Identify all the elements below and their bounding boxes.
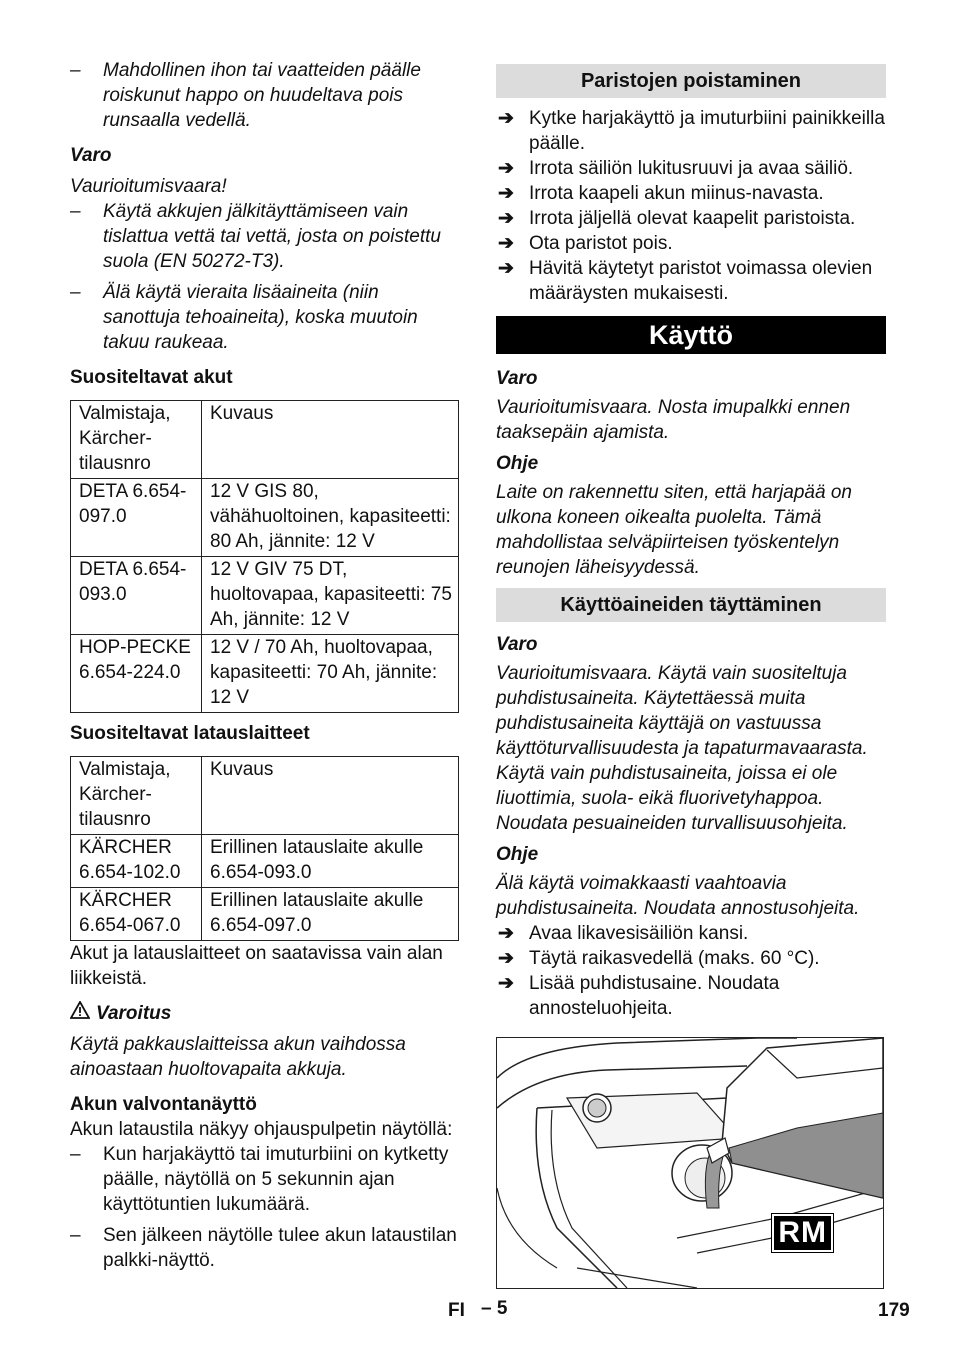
varoitus-row <box>70 1001 459 1026</box>
table-header-cell: Valmistaja, Kärcher-tilausnro <box>71 757 202 835</box>
table-cell: KÄRCHER 6.654-067.0 <box>71 888 202 941</box>
table-header-cell: Kuvaus <box>202 401 459 479</box>
arrow-icon: ➔ <box>498 208 514 229</box>
list-item <box>496 256 886 306</box>
varo-label: Varo <box>70 145 112 166</box>
varo-label: Varo <box>496 368 538 389</box>
step-text: Ota paristot pois. <box>529 233 673 254</box>
monitor-heading: Akun valvontanäyttö <box>70 1094 257 1115</box>
table-cell: Erillinen latauslaite akulle 6.654-097.0 <box>202 888 459 941</box>
step-text: Irrota kaapeli akun miinus-navasta. <box>529 183 824 204</box>
table-header-row <box>71 401 459 479</box>
list-item <box>496 946 886 971</box>
table-cell: HOP-PECKE 6.654-224.0 <box>71 635 202 713</box>
table-row <box>71 888 459 941</box>
filling-steps <box>496 921 886 1021</box>
chargers-table <box>70 756 459 941</box>
ohje-text: Älä käytä voimakkaasti vaahtoavia puhdistusaineita. Noudata annostusohjeita. <box>496 873 860 919</box>
table-cell: KÄRCHER 6.654-102.0 <box>71 835 202 888</box>
footer-page-number: 179 <box>878 1300 910 1321</box>
table-row <box>71 635 459 713</box>
arrow-icon: ➔ <box>498 948 514 969</box>
varo-item-2: – Älä käytä vieraita lisäaineita (niin sanottuja tehoaineita), koska muutoin takuu raukeaa. <box>70 280 459 355</box>
availability-text: Akut ja latauslaitteet on saatavissa vain alan liikkeistä. <box>70 943 443 989</box>
list-item <box>496 971 886 1021</box>
ohje-label: Ohje <box>496 453 539 474</box>
list-item <box>496 921 886 946</box>
table-header-cell: Kuvaus <box>202 757 459 835</box>
varo-label: Varo <box>496 634 538 655</box>
varo-text: Vaurioitumisvaara. Nosta imupalkki ennen taaksepäin ajamista. <box>496 397 851 443</box>
batteries-table <box>70 400 459 713</box>
arrow-icon: ➔ <box>498 923 514 944</box>
monitor-item-1: – Kun harjakäyttö tai imuturbiini on kytketty päälle, näytöllä on 5 sekunnin ajan käyttötuntien lukumäärä. <box>70 1142 459 1217</box>
arrow-icon: ➔ <box>498 258 514 279</box>
step-text: Irrota jäljellä olevat kaapelit paristoista. <box>529 208 856 229</box>
list-item <box>496 181 886 206</box>
varo-text: Vaurioitumisvaara! <box>70 176 227 197</box>
table-cell: DETA 6.654-093.0 <box>71 557 202 635</box>
acid-warning-item: – Mahdollinen ihon tai vaatteiden päälle roiskunut happo on huudeltava pois runsaalla vedellä. <box>70 58 459 133</box>
monitor-text: Akun lataustila näkyy ohjauspulpetin näytöllä: <box>70 1119 453 1140</box>
varoitus-text: Käytä pakkauslaitteissa akun vaihdossa ainoastaan huoltovapaita akkuja. <box>70 1034 406 1080</box>
removal-steps <box>496 106 886 306</box>
table-cell: Erillinen latauslaite akulle 6.654-093.0 <box>202 835 459 888</box>
varo-text: Vaurioitumisvaara. Käytä vain suositeltuja puhdistusaineita. Käytettäessä muita puhdistusaineita käyttäjä on vastuussa käyttöturvallisuudesta ja tapaturmavaarasta. Käytä vain puhdistusaineita, joissa ei ole liuottimia, suola- eikä fluorivetyhappoa. Noudata pesuaineiden turvallisuusohjeita. <box>496 663 868 834</box>
table-header-row <box>71 757 459 835</box>
step-text: Kytke harjakäyttö ja imuturbiini painikkeilla päälle. <box>529 108 885 154</box>
arrow-icon: ➔ <box>498 973 514 994</box>
table-row <box>71 835 459 888</box>
table-cell: DETA 6.654-097.0 <box>71 479 202 557</box>
arrow-icon: ➔ <box>498 108 514 129</box>
table-cell: 12 V GIV 75 DT, huoltovapaa, kapasiteetti: 75 Ah, jännite: 12 V <box>202 557 459 635</box>
list-item <box>496 156 886 181</box>
ohje-text: Laite on rakennettu siten, että harjapää on ulkona koneen oikealta puolelta. Tämä mahdollistaa selväpiirteisen työskentelyn reunojen läheisyydessä. <box>496 482 852 578</box>
list-item <box>496 206 886 231</box>
rm-text: RM <box>778 1216 827 1249</box>
step-text: Lisää puhdistusaine. Noudata annosteluohjeita. <box>529 973 780 1019</box>
right-column <box>496 64 886 1289</box>
ohje-label: Ohje <box>496 844 539 865</box>
table-cell: 12 V / 70 Ah, huoltovapaa, kapasiteetti: 70 Ah, jännite: 12 V <box>202 635 459 713</box>
left-column <box>70 58 459 1273</box>
step-text: Irrota säiliön lukitusruuvi ja avaa säiliö. <box>529 158 854 179</box>
table-row <box>71 557 459 635</box>
table-header-cell: Valmistaja, Kärcher-tilausnro <box>71 401 202 479</box>
batteries-heading: Suositeltavat akut <box>70 367 233 388</box>
monitor-item-2: – Sen jälkeen näytölle tulee akun lataustilan palkki-näyttö. <box>70 1223 459 1273</box>
table-cell: 12 V GIS 80, vähähuoltoinen, kapasiteetti: 80 Ah, jännite: 12 V <box>202 479 459 557</box>
footer-lang: FI <box>448 1300 465 1321</box>
filling-illustration <box>496 1037 884 1289</box>
table-row <box>71 479 459 557</box>
step-text: Täytä raikasvedellä (maks. 60 °C). <box>529 948 820 969</box>
figure-label-rm <box>772 1214 833 1252</box>
varoitus-label: Varoitus <box>96 1003 172 1024</box>
list-item <box>496 231 886 256</box>
footer-section-page: – 5 <box>481 1298 508 1319</box>
filling-heading: Käyttöaineiden täyttäminen <box>496 588 886 622</box>
step-text: Avaa likavesisäiliön kansi. <box>529 923 749 944</box>
list-item <box>496 106 886 156</box>
warning-triangle-icon <box>70 1001 90 1026</box>
step-text: Hävitä käytetyt paristot voimassa olevien määräysten mukaisesti. <box>529 258 873 304</box>
arrow-icon: ➔ <box>498 183 514 204</box>
arrow-icon: ➔ <box>498 158 514 179</box>
varo-item-1: – Käytä akkujen jälkitäyttämiseen vain tislattua vettä tai vettä, josta on poistettu suola (EN 50272-T3). <box>70 199 459 274</box>
arrow-icon: ➔ <box>498 233 514 254</box>
section-title: Käyttö <box>496 316 886 354</box>
chargers-heading: Suositeltavat latauslaitteet <box>70 723 310 744</box>
removal-heading: Paristojen poistaminen <box>496 64 886 98</box>
